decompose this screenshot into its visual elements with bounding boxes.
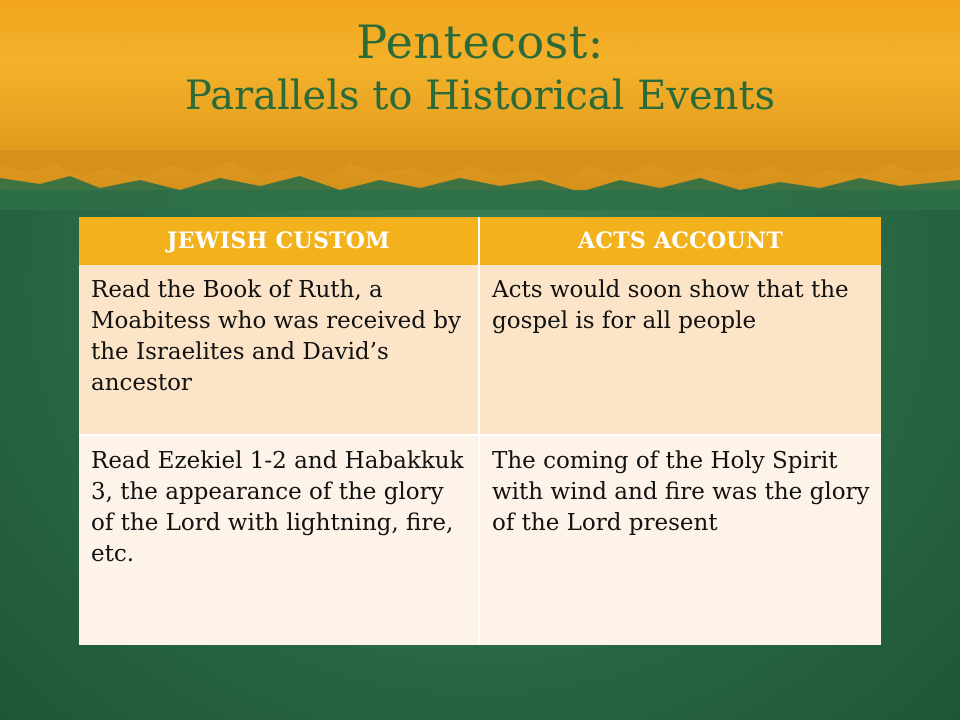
column-header-acts-account: ACTS ACCOUNT — [479, 217, 881, 265]
table-header-row — [79, 217, 881, 265]
table-cell-acts: Acts would soon show that the gospel is for all people — [479, 265, 881, 435]
table-row — [79, 265, 881, 435]
page-subtitle: Parallels to Historical Events — [185, 73, 775, 119]
table-cell-custom: Read Ezekiel 1-2 and Habakkuk 3, the appearance of the glory of the Lord with lightning, fire, etc. — [79, 435, 479, 645]
table-cell-acts: The coming of the Holy Spirit with wind and fire was the glory of the Lord present — [479, 435, 881, 645]
parallels-table — [79, 217, 881, 645]
table-cell-custom: Read the Book of Ruth, a Moabitess who was received by the Israelites and David’s ancestor — [79, 265, 479, 435]
column-header-jewish-custom: JEWISH CUSTOM — [79, 217, 479, 265]
table-row — [79, 435, 881, 645]
torn-edge-decoration — [0, 150, 960, 210]
page-title: Pentecost: — [356, 15, 604, 69]
title-block — [0, 14, 960, 122]
